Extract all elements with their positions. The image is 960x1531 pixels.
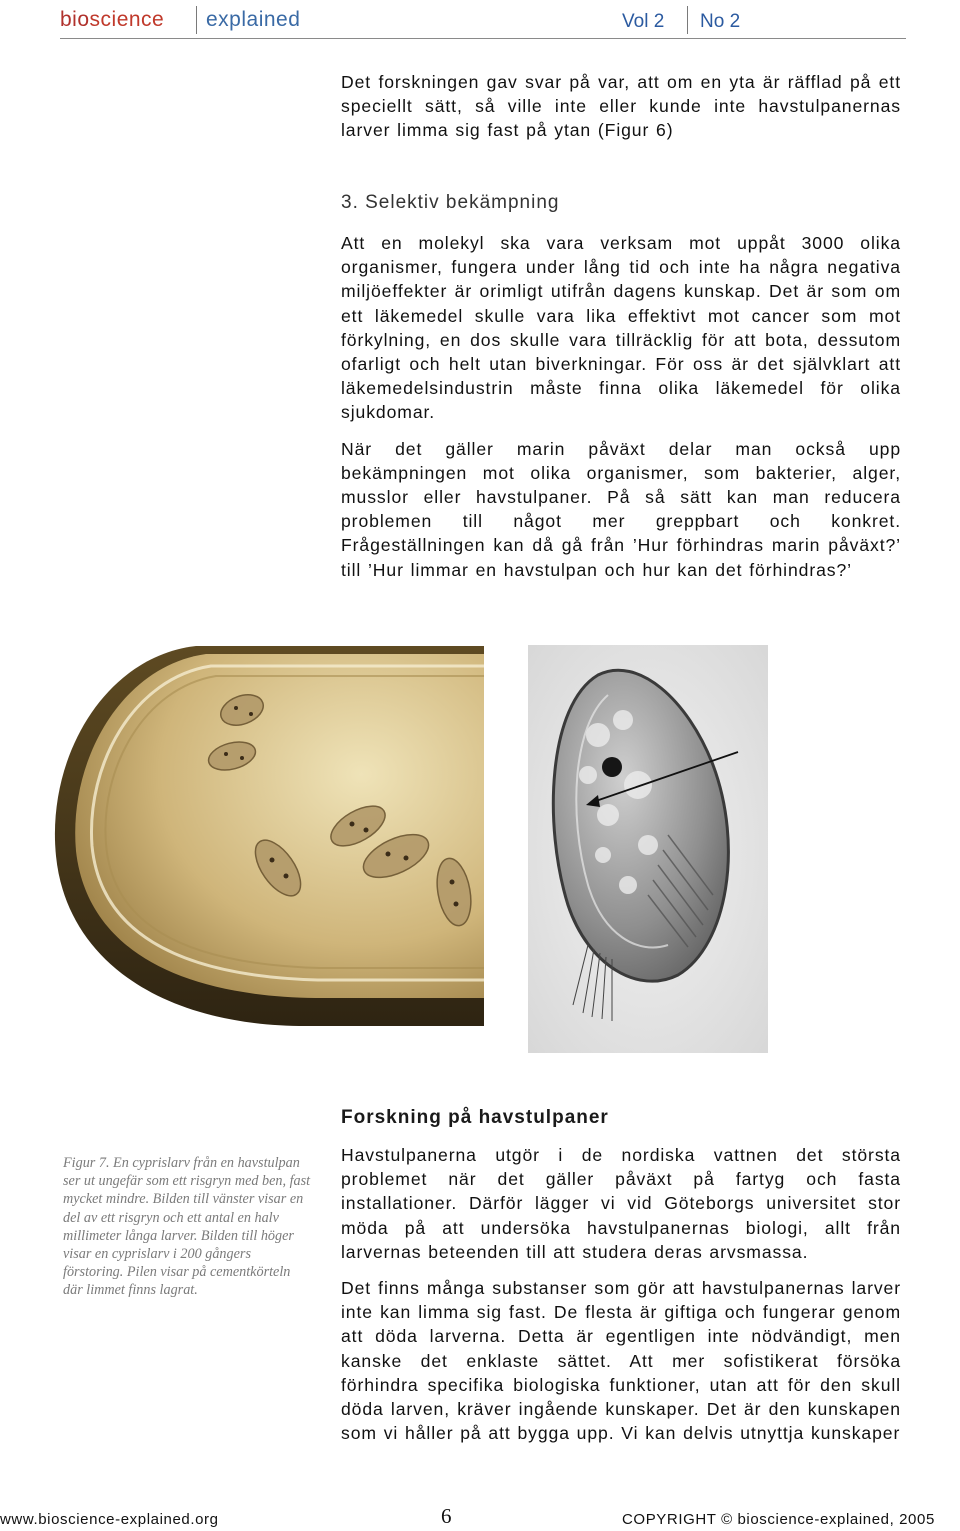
journal-brand xyxy=(60,8,164,32)
section-heading-selective: 3. Selektiv bekämpning xyxy=(341,192,560,213)
selective-paragraph-1: Att en molekyl ska vara verksam mot uppåt 3000 olika organismer, fungera under lång tid och inte ha några negativa miljöeffekter är orimligt utifrån dagens kunskap. Det är som om ett läkemedel skulle vara lika effektivt mot cancer som mot förkylning, en dos skulle vara tillräcklig för att bota, dessutom ofarligt och helt utan biverkningar. För oss är det självklart att läkemedelsindustrin måste finna olika läkemedel för olika sjukdomar. xyxy=(341,233,901,423)
cyprid-illustration xyxy=(528,645,768,1053)
brand-science: science xyxy=(89,8,165,31)
rice-grain-illustration xyxy=(46,646,484,1026)
photo-rice-grain-larvae xyxy=(46,646,484,1026)
volume-divider xyxy=(687,6,688,34)
intro-paragraph: Det forskningen gav svar på var, att om en yta är räfflad på ett speciellt sätt, så ville inte eller kunde inte havstulpanernas larver limma sig fast på ytan (Figur 6) xyxy=(341,72,901,141)
volume-label: Vol 2 xyxy=(622,11,665,32)
intro-column xyxy=(341,70,901,155)
research-paragraph-1: Havstulpanerna utgör i de nordiska vattnen det största problemet när det gäller påväxt på fartyg och fasta installationer. Därför lägger vi vid Göteborgs universitet stor möda på att undersöka havstulpanernas biologi, allt från larvernas beteenden till att studera deras arvsmassa. xyxy=(341,1145,901,1262)
figure-caption: Figur 7. En cyprislarv från en havstulpan ser ut ungefär som ett risgryn med ben, fast mycket mindre. Bilden till vänster visar en del av ett risgryn och ett antal en halv millimeter långa larver. Bilden till höger visar en cyprislarv i 200 gångers förstoring. Pilen visar på cementkörteln där limmet finns lagrat. xyxy=(63,1155,311,1299)
selective-column xyxy=(341,231,901,594)
research-paragraph-2: Det finns många substanser som gör att havstulpanernas larver inte kan limma sig fast. De flesta är giftiga och fungerar genom att döda larverna. Detta är egentligen inte nödvändigt, men kanske det enklaste sättet. Att mer sofistikerat försöka förhindra specifika biologiska funktioner, utan att för den skull döda larven, kräver ingående kunskaper. Det är den kunskapen som vi håller på att bygga upp. Vi kan delvis utnyttja kunskaper xyxy=(341,1278,901,1444)
page-header xyxy=(60,0,906,39)
photo-cyprid-magnified xyxy=(528,645,768,1053)
brand-divider xyxy=(196,6,197,34)
footer-url: www.bioscience-explained.org xyxy=(0,1511,219,1528)
research-column xyxy=(341,1143,901,1457)
selective-paragraph-2: När det gäller marin påväxt delar man också upp bekämpningen mot olika organismer, som bakterier, alger, musslor eller havstulpaner. På så sätt kan man reducera problemen till något mer greppbart och konkret. Frågeställningen kan då gå från ’Hur förhindras marin påväxt?’ till ’Hur limmar en havstulpan och hur kan det förhindras?’ xyxy=(341,438,901,580)
footer-copyright: COPYRIGHT © bioscience-explained, 2005 xyxy=(622,1511,935,1528)
issue-number: No 2 xyxy=(700,11,741,32)
brand-explained: explained xyxy=(206,8,301,31)
page-number: 6 xyxy=(441,1504,452,1528)
brand-bio: bio xyxy=(60,8,90,31)
brand-explained-wrap xyxy=(206,8,300,32)
section-heading-research: Forskning på havstulpaner xyxy=(341,1107,609,1128)
